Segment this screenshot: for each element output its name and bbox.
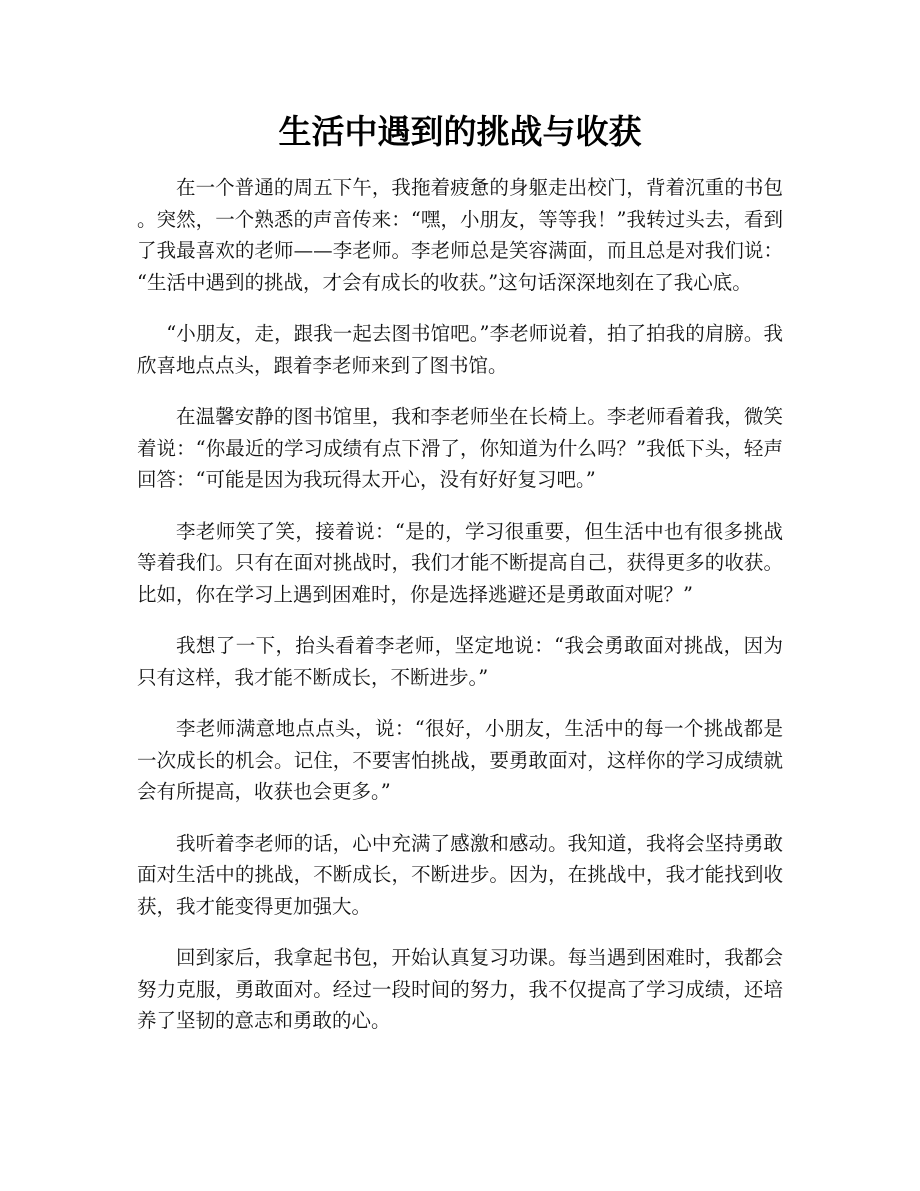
document-body [137, 172, 783, 1057]
paragraph-6: 李老师满意地点点头，说：“很好，小朋友，生活中的每一个挑战都是一次成长的机会。记住，不要害怕挑战，要勇敢面对，这样你的学习成绩就会有所提高，收获也会更多。” [137, 717, 783, 803]
paragraph-2: “小朋友，走，跟我一起去图书馆吧。”李老师说着，拍了拍我的肩膀。我欣喜地点点头，跟着李老师来到了图书馆。 [137, 322, 783, 377]
paragraph-5: 我想了一下，抬头看着李老师，坚定地说：“我会勇敢面对挑战，因为只有这样，我才能不断成长，不断进步。” [137, 634, 783, 689]
paragraph-4: 李老师笑了笑，接着说：“是的，学习很重要，但生活中也有很多挑战等着我们。只有在面对挑战时，我们才能不断提高自己，获得更多的收获。比如，你在学习上遇到困难时，你是选择逃避还是勇敢面对呢？” [137, 519, 783, 606]
document-title: 生活中遇到的挑战与收获 [278, 112, 642, 151]
paragraph-8: 回到家后，我拿起书包，开始认真复习功课。每当遇到困难时，我都会努力克服，勇敢面对。经过一段时间的努力，我不仅提高了学习成绩，还培养了坚韧的意志和勇敢的心。 [137, 946, 783, 1032]
paragraph-7: 我听着李老师的话，心中充满了感激和感动。我知道，我将会坚持勇敢面对生活中的挑战，不断成长，不断进步。因为，在挑战中，我才能找到收获，我才能变得更加强大。 [137, 831, 783, 918]
paragraph-3: 在温馨安静的图书馆里，我和李老师坐在长椅上。李老师看着我，微笑着说：“你最近的学习成绩有点下滑了，你知道为什么吗？”我低下头，轻声回答：“可能是因为我玩得太开心，没有好好复习吧。” [137, 405, 783, 491]
paragraph-1: 在一个普通的周五下午，我拖着疲惫的身躯走出校门，背着沉重的书包。突然，一个熟悉的声音传来：“嘿，小朋友，等等我！”我转过头去，看到了我最喜欢的老师——李老师。李老师总是笑容满面，而且总是对我们说：“生活中遇到的挑战，才会有成长的收获。”这句话深深地刻在了我心底。 [137, 176, 783, 294]
